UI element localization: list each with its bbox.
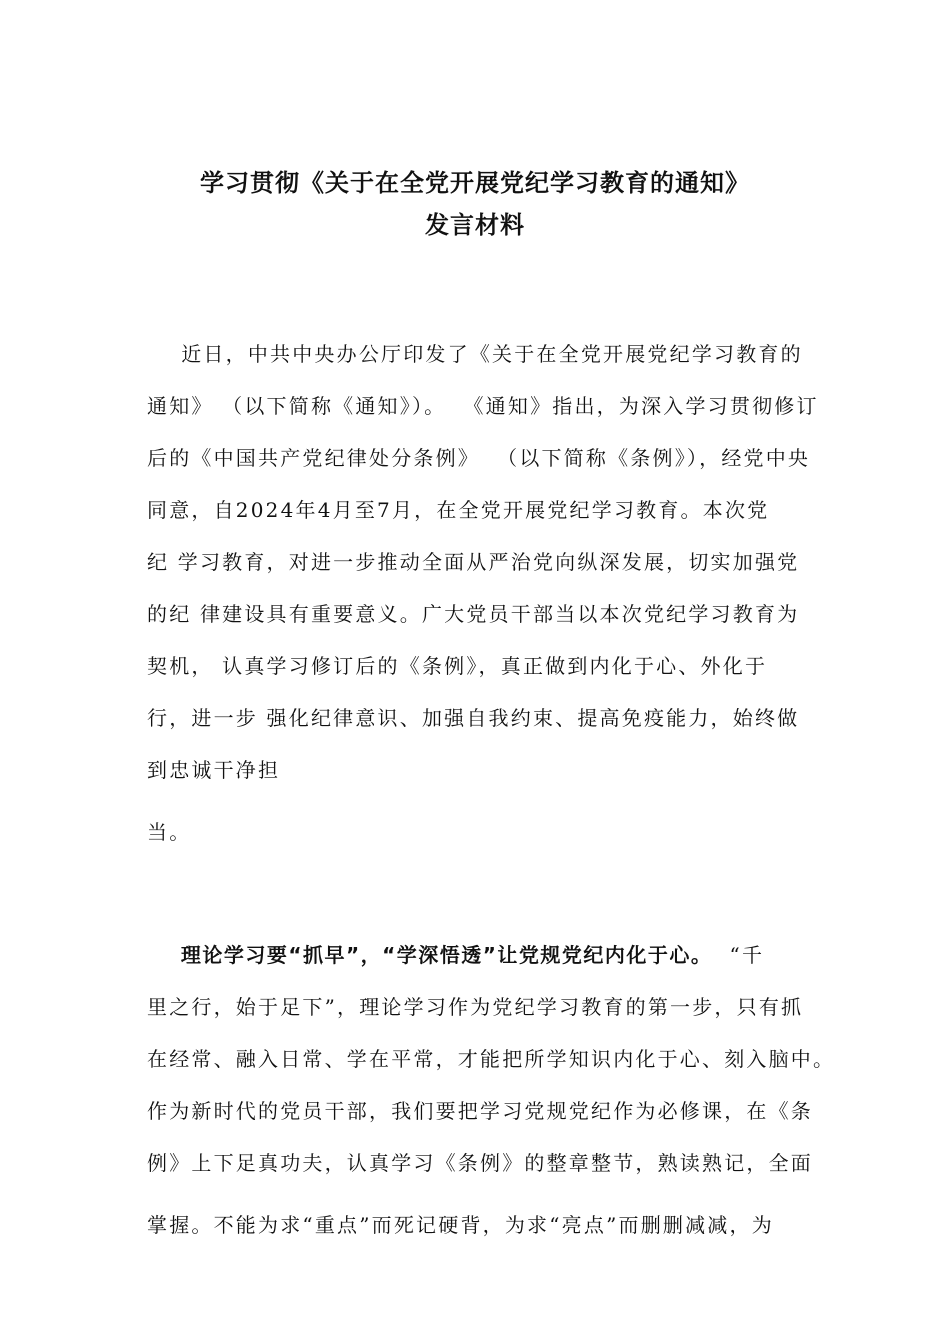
- text-line: 的纪 律建设具有重要意义。广大党员干部当以本次党纪学习教育为: [147, 602, 800, 626]
- paragraph-heading-line: [147, 942, 812, 968]
- text-line: 后的《中国共产党纪律处分条例》 （以下简称《条例》），经党中央: [147, 446, 811, 470]
- text-line: 掌握。不能为求“重点”而死记硬背，为求“亮点”而删删减减，为: [147, 1213, 774, 1237]
- text-line: 通知》 （以下简称《通知》）。 《通知》指出，为深入学习贯彻修订: [147, 394, 819, 418]
- text-line: 里之行，始于足下”，理论学习作为党纪学习教育的第一步，只有抓: [147, 995, 804, 1019]
- text-line: 同意，自2024年4月至7月，在全党开展党纪学习教育。本次党: [147, 498, 770, 522]
- text-fragment: “千: [712, 943, 765, 967]
- text-line: 近日，中共中央办公厅印发了《关于在全党开展党纪学习教育的: [147, 342, 803, 366]
- text-line: 契机， 认真学习修订后的《条例》，真正做到内化于心、外化于: [147, 654, 768, 678]
- text-line: 行，进一步 强化纪律意识、加强自我约束、提高免疫能力，始终做: [147, 706, 800, 730]
- text-line: 当。: [147, 820, 192, 844]
- text-line: 在经常、融入日常、学在平常，才能把所学知识内化于心、刻入脑中。: [147, 1047, 836, 1071]
- paragraph-heading: 理论学习要“抓早”，“学深悟透”让党规党纪内化于心。: [147, 943, 713, 967]
- text-line: 到忠诚干净担: [147, 758, 281, 782]
- text-line: 作为新时代的党员干部，我们要把学习党规党纪作为必修课，在《条: [147, 1099, 813, 1123]
- document-title-line-1: 学习贯彻《关于在全党开展党纪学习教育的通知》: [200, 169, 750, 197]
- text-line: 例》上下足真功夫，认真学习《条例》的整章整节，熟读熟记，全面: [147, 1151, 813, 1175]
- text-line: 纪 学习教育，对进一步推动全面从严治党向纵深发展，切实加强党: [147, 550, 800, 574]
- document-title-line-2: 发言材料: [425, 211, 525, 239]
